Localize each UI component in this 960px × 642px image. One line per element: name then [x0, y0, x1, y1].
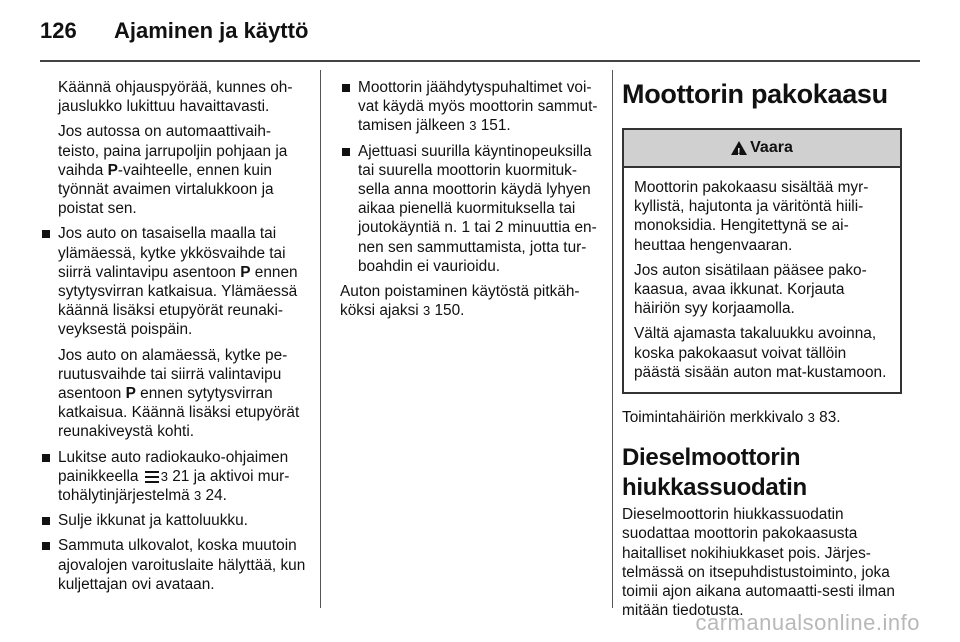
ref-arrow-icon: 3	[160, 468, 168, 484]
paragraph: Toimintahäiriön merkkivalo 3 83.	[622, 409, 841, 427]
paragraph: Moottorin pakokaasu sisältää myr-kyllistä, hajutonta ja väritöntä hiili-monoksidia. Hengitettynä se ai-heuttaa hengenvaaran.	[634, 179, 869, 254]
page-number: 126	[40, 18, 77, 43]
list-item: Moottorin jäähdytyspuhaltimet voi-vat käydä myös moottorin sammut-tamisen jälkeen 3 151.	[340, 78, 608, 136]
column-3	[622, 78, 902, 626]
warning-title: Vaara	[750, 139, 793, 157]
list-item: Sulje ikkunat ja kattoluukku.	[40, 511, 308, 530]
header-divider	[40, 60, 920, 62]
column-1	[40, 78, 308, 600]
paragraph: Jos auton sisätilaan pääsee pako-kaasua, avaa ikkunat. Korjauta häiriön syy korjaamolla.	[634, 261, 867, 318]
warning-body	[624, 168, 900, 392]
lock-button-icon	[145, 471, 159, 483]
ref-arrow-icon: 3	[807, 410, 815, 426]
ref-arrow-icon: 3	[194, 488, 202, 504]
paragraph: Jos auto on tasaisella maalla tai ylämäessä, kytke ykkösvaihde tai siirrä valintavipu asentoon P ennen sytytysvirran katkaisua. Ylämäessä käännä lisäksi etupyörät reunaki-veyksestä poispäin.	[58, 225, 298, 339]
paragraph: Dieselmoottorin hiukkassuodatin suodattaa moottorin pakokaasusta haitalliset nokihiukkaset pois. Järjes-telmässä on itsepuhdistustoiminto, joka toimii ajon aikana automaatti-sesti ilman mitään tiedotusta.	[622, 506, 895, 620]
section-heading: Moottorin pakokaasu	[622, 79, 888, 109]
warning-header	[624, 130, 900, 168]
warning-triangle-icon	[731, 141, 747, 155]
paragraph: Jos auto on alamäessä, kytke pe-ruutusvaihde tai siirrä valintavipu asentoon P ennen sytytysvirran katkaisua. Käännä lisäksi etupyörät reunakiveystä kohti.	[58, 346, 300, 441]
paragraph: Auton poistaminen käytöstä pitkäh-köksi ajaksi 3 150.	[340, 283, 580, 320]
list-item: Sammuta ulkovalot, koska muutoin ajovalojen varoituslaite hälyttää, kun kuljettajan ovi avataan.	[40, 536, 308, 594]
warning-box	[622, 128, 902, 394]
ref-arrow-icon: 3	[422, 303, 431, 319]
list-item: Ajettuasi suurilla käyntinopeuksilla tai suurella moottorin kuormituk-sella anna moottorin käydä lyhyen aikaa pienellä kuormituksella tai joutokäyntiä n. 1 tai 2 minuuttia en-nen sen sammuttamista, jotta tur-boahdin ei vaurioidu.	[340, 142, 608, 276]
paragraph: Vältä ajamasta takaluukku avoinna, koska pakokaasut voivat tällöin päästä sisään auton mat-kustamoon.	[634, 325, 887, 381]
page-header	[40, 14, 920, 54]
ref-arrow-icon: 3	[469, 118, 477, 134]
column-divider-2	[612, 70, 613, 608]
column-2	[340, 78, 608, 326]
page-title: Ajaminen ja käyttö	[114, 18, 309, 43]
paragraph: Jos autossa on automaattivaih-teisto, paina jarrupoljin pohjaan ja vaihda P-vaihteelle, ennen kuin työnnät avaimen virtalukkoon ja poistat sen.	[58, 123, 288, 218]
column-divider-1	[320, 70, 321, 608]
list-item	[40, 224, 308, 441]
watermark: carmanualsonline.info	[695, 610, 920, 635]
subsection-heading: Dieselmoottorin hiukkassuodatin	[622, 444, 807, 502]
paragraph: Käännä ohjauspyörää, kunnes oh-jauslukko lukittuu havaittavasti.	[58, 79, 293, 116]
list-item: Lukitse auto radiokauko-ohjaimen painikkeella 3 21 ja aktivoi mur-tohälytinjärjestelmä 3 24.	[40, 448, 308, 506]
